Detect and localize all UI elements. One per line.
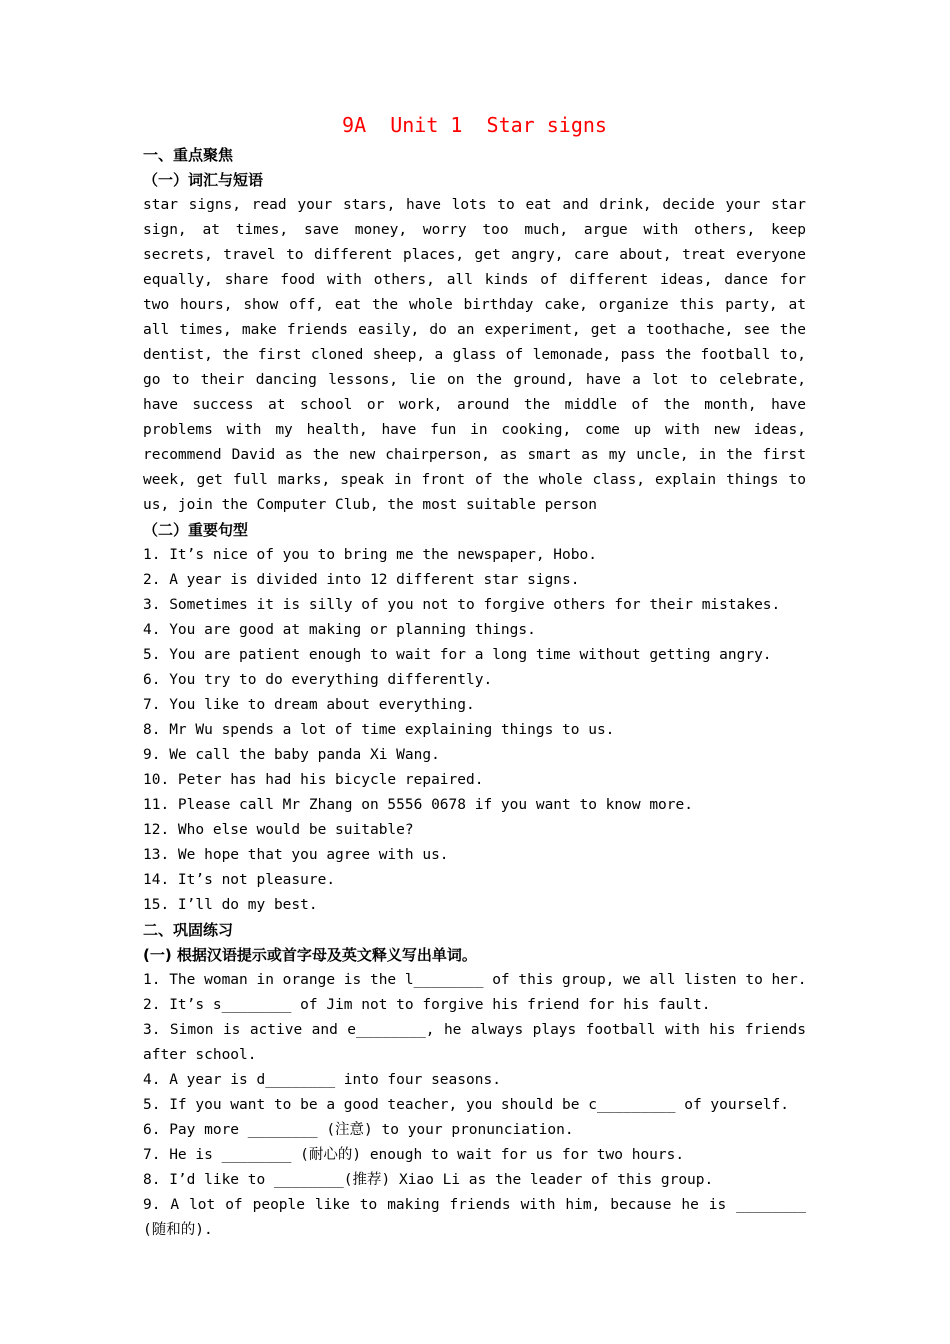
sentence-item: 6. You try to do everything differently. xyxy=(143,672,493,688)
sentence-item: 1. It’s nice of you to bring me the newspaper, Hobo. xyxy=(143,547,597,563)
vocabulary-heading: （一）词汇与短语 xyxy=(143,171,264,189)
sentence-item: 12. Who else would be suitable? xyxy=(143,822,414,838)
sentence-item: 5. You are patient enough to wait for a long time without getting angry. xyxy=(143,647,772,663)
sentence-item: 9. We call the baby panda Xi Wang. xyxy=(143,747,440,763)
sentence-item: 10. Peter has had his bicycle repaired. xyxy=(143,772,484,788)
sentence-item: 15. I’ll do my best. xyxy=(143,897,318,913)
exercise-list xyxy=(143,968,806,1243)
sentence-item: 8. Mr Wu spends a lot of time explaining things to us. xyxy=(143,722,615,738)
sentence-item: 4. You are good at making or planning things. xyxy=(143,622,536,638)
sentence-item: 2. A year is divided into 12 different star signs. xyxy=(143,572,580,588)
exercise-item: 2. It’s s________ of Jim not to forgive his friend for his fault. xyxy=(143,997,711,1013)
sentence-item: 11. Please call Mr Zhang on 5556 0678 if you want to know more. xyxy=(143,797,693,813)
sentence-item: 14. It’s not pleasure. xyxy=(143,872,336,888)
exercise-item: 4. A year is d________ into four seasons. xyxy=(143,1072,501,1088)
exercise-item: 9. A lot of people like to making friends with him, because he is ________ (随和的). xyxy=(143,1197,806,1238)
exercise-item: 5. If you want to be a good teacher, you should be c_________ of yourself. xyxy=(143,1097,790,1113)
section-2-heading: 二、巩固练习 xyxy=(143,921,234,939)
sentences-heading: （二）重要句型 xyxy=(143,521,249,539)
sentence-list xyxy=(143,543,806,918)
exercise-item: 6. Pay more ________ (注意) to your pronunciation. xyxy=(143,1122,574,1138)
exercise-instructions: (一) 根据汉语提示或首字母及英文释义写出单词。 xyxy=(143,946,477,964)
exercise-item: 7. He is ________ (耐心的) enough to wait for us for two hours. xyxy=(143,1147,685,1163)
section-1-heading: 一、重点聚焦 xyxy=(143,146,234,164)
document-page xyxy=(143,110,806,1243)
exercise-item: 3. Simon is active and e________, he always plays football with his friends after school. xyxy=(143,1022,806,1063)
page-title: 9A Unit 1 Star signs xyxy=(342,113,607,137)
vocabulary-list: star signs, read your stars, have lots to eat and drink, decide your star sign, at times, save money, worry too much, argue with others, keep secrets, travel to different places, get angry, care about, treat everyone equally, share food with others, all kinds of different ideas, dance for two hours, show off, eat the whole birthday cake, organize this party, at all times, make friends easily, do an experiment, get a toothache, see the dentist, the first cloned sheep, a glass of lemonade, pass the football to, go to their dancing lessons, lie on the ground, have a lot to celebrate, have success at school or work, around the middle of the month, have problems with my health, have fun in cooking, come up with new ideas, recommend David as the new chairperson, as smart as my uncle, in the first week, get full marks, speak in front of the whole class, explain things to us, join the Computer Club, the most suitable person xyxy=(143,197,806,513)
sentence-item: 13. We hope that you agree with us. xyxy=(143,847,449,863)
exercise-item: 8. I’d like to ________(推荐) Xiao Li as the leader of this group. xyxy=(143,1172,714,1188)
sentence-item: 3. Sometimes it is silly of you not to forgive others for their mistakes. xyxy=(143,597,781,613)
exercise-item: 1. The woman in orange is the l________ of this group, we all listen to her. xyxy=(143,972,807,988)
sentence-item: 7. You like to dream about everything. xyxy=(143,697,475,713)
